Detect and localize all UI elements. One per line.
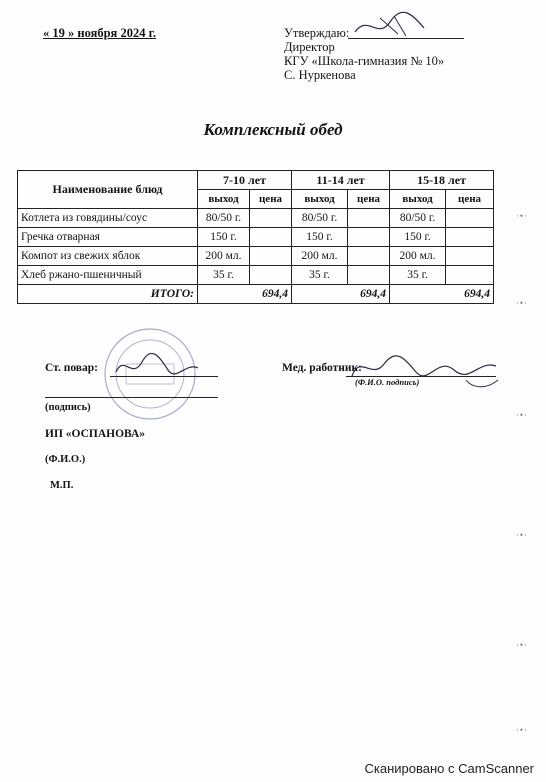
portion-header: выход <box>390 190 446 209</box>
portion-cell: 80/50 г. <box>292 209 348 228</box>
total-label: ИТОГО: <box>18 285 198 304</box>
dish-name: Гречка отварная <box>18 228 198 247</box>
med-caption: (Ф.И.О. подпись) <box>355 377 420 387</box>
portion-cell: 200 мл. <box>390 247 446 266</box>
portion-cell: 150 г. <box>390 228 446 247</box>
organization-name: КГУ «Школа-гимназия № 10» <box>284 54 445 68</box>
signature-caption: (подпись) <box>45 402 91 413</box>
portion-cell: 80/50 г. <box>198 209 250 228</box>
dish-name: Компот из свежих яблок <box>18 247 198 266</box>
age-group-header: 11-14 лет <box>292 171 390 190</box>
menu-table <box>17 170 494 304</box>
cook-label: Ст. повар: <box>45 362 98 374</box>
scan-mark: ·•· <box>515 298 528 308</box>
portion-cell: 200 мл. <box>292 247 348 266</box>
total-cell: 694,4 <box>198 285 292 304</box>
age-group-header: 7-10 лет <box>198 171 292 190</box>
portion-cell: 150 г. <box>292 228 348 247</box>
price-cell <box>250 228 292 247</box>
price-cell <box>446 247 494 266</box>
table-row <box>18 247 494 266</box>
portion-cell: 35 г. <box>198 266 250 285</box>
price-cell <box>446 228 494 247</box>
price-header: цена <box>446 190 494 209</box>
mp-caption: М.П. <box>50 480 74 491</box>
scan-mark: ·•· <box>515 530 528 540</box>
price-cell <box>446 266 494 285</box>
price-header: цена <box>250 190 292 209</box>
portion-cell: 35 г. <box>292 266 348 285</box>
scan-mark: ·•· <box>515 410 528 420</box>
page-title: Комплексный обед <box>203 120 343 139</box>
price-cell <box>348 228 390 247</box>
portion-header: выход <box>292 190 348 209</box>
price-cell <box>348 209 390 228</box>
age-group-header: 15-18 лет <box>390 171 494 190</box>
cook-name-line <box>45 397 218 398</box>
scan-mark: ·•· <box>515 640 528 650</box>
price-cell <box>250 247 292 266</box>
med-signature-icon <box>346 350 506 394</box>
price-header: цена <box>348 190 390 209</box>
portion-cell: 35 г. <box>390 266 446 285</box>
price-cell <box>250 209 292 228</box>
table-row <box>18 228 494 247</box>
scan-mark: ·•· <box>515 211 528 221</box>
price-cell <box>446 209 494 228</box>
scan-mark: ·•· <box>515 725 528 735</box>
camscanner-watermark: Сканировано с CamScanner <box>364 761 534 776</box>
director-signature-icon <box>350 10 430 40</box>
price-cell <box>348 266 390 285</box>
total-cell: 694,4 <box>292 285 390 304</box>
table-row <box>18 209 494 228</box>
table-row <box>18 266 494 285</box>
cook-signature-icon <box>112 352 202 382</box>
med-worker-label: Мед. работник: <box>282 362 362 374</box>
price-cell <box>348 247 390 266</box>
fio-caption: (Ф.И.О.) <box>45 454 86 465</box>
director-name: С. Нуркенова <box>284 68 356 82</box>
director-position: Директор <box>284 40 335 54</box>
dish-name: Хлеб ржано-пшеничный <box>18 266 198 285</box>
approve-label: Утверждаю: <box>284 26 350 40</box>
price-cell <box>250 266 292 285</box>
dish-name-header: Наименование блюд <box>18 171 198 209</box>
portion-header: выход <box>198 190 250 209</box>
portion-cell: 150 г. <box>198 228 250 247</box>
document-date: « 19 » ноября 2024 г. <box>43 26 156 40</box>
company-name: ИП «ОСПАНОВА» <box>45 428 146 440</box>
dish-name: Котлета из говядины/соус <box>18 209 198 228</box>
portion-cell: 80/50 г. <box>390 209 446 228</box>
portion-cell: 200 мл. <box>198 247 250 266</box>
total-row <box>18 285 494 304</box>
total-cell: 694,4 <box>390 285 494 304</box>
